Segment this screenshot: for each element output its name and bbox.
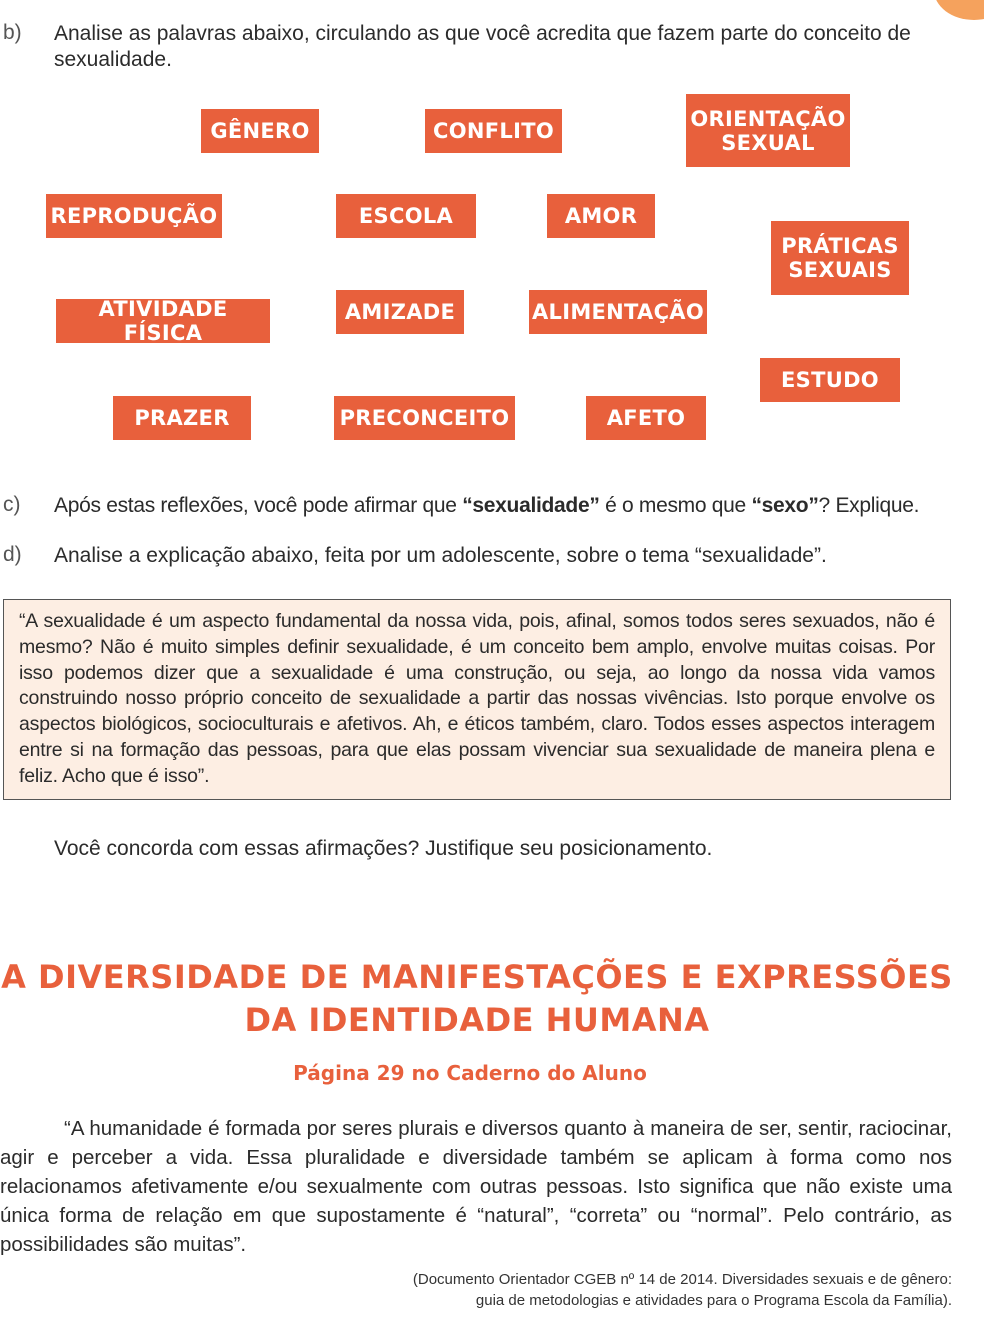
tag-reproducao[interactable]: REPRODUÇÃO (46, 194, 222, 238)
tag-preconceito[interactable]: PRECONCEITO (334, 396, 515, 440)
question-c-text: Após estas reflexões, você pode afirmar que “sexualidade” é o mesmo que “sexo”? Explique. (54, 494, 920, 517)
follow-up-question: Você concorda com essas afirmações? Justifique seu posicionamento. (54, 837, 713, 860)
section-title (0, 956, 954, 1042)
tag-atividade-fisica[interactable]: ATIVIDADE FÍSICA (56, 299, 270, 343)
adolescent-quote-box (3, 599, 951, 800)
citation-source (252, 1269, 952, 1311)
citation-paragraph: “A humanidade é formada por seres plurais e diversos quanto à maneira de ser, sentir, raciocinar, agir e perceber a vida. Essa pluralidade e diversidade também se aplicam à forma como nos relacionamos afetivamente e/ou sexualmente com outras pessoas. Isto significa que não existe uma única forma de relação em que supostamente é “natural”, “correta” ou “normal”. Pelo contrário, as possibilidades são muitas”. (0, 1117, 952, 1256)
page-reference: Página 29 no Caderno do Aluno (293, 1061, 647, 1085)
tag-prazer[interactable]: PRAZER (113, 396, 251, 440)
tag-escola[interactable]: ESCOLA (336, 194, 476, 238)
section-title-line1: A DIVERSIDADE DE MANIFESTAÇÕES E EXPRESSÕES (1, 958, 953, 996)
question-b-text: Analise as palavras abaixo, circulando as que você acredita que fazem parte do conceito de sexualidade. (54, 22, 911, 71)
tag-afeto[interactable]: AFETO (586, 396, 706, 440)
tag-conflito[interactable]: CONFLITO (425, 109, 562, 153)
tag-orientacao-sexual[interactable]: ORIENTAÇÃO SEXUAL (686, 94, 850, 167)
tag-amor[interactable]: AMOR (547, 194, 655, 238)
tag-genero[interactable]: GÊNERO (201, 109, 319, 153)
tag-amizade[interactable]: AMIZADE (336, 290, 464, 334)
source-line-1: (Documento Orientador CGEB nº 14 de 2014. Diversidades sexuais e de gênero: (412, 1271, 952, 1288)
corner-decoration (934, 0, 984, 20)
tag-estudo[interactable]: ESTUDO (760, 358, 900, 402)
question-c-letter: c) (3, 493, 21, 516)
source-line-2: guia de metodologias e atividades para o Programa Escola da Família). (475, 1292, 952, 1309)
tag-alimentacao[interactable]: ALIMENTAÇÃO (529, 290, 707, 334)
question-d-text: Analise a explicação abaixo, feita por um adolescente, sobre o tema “sexualidade”. (54, 544, 827, 567)
adolescent-quote: “A sexualidade é um aspecto fundamental da nossa vida, pois, afinal, somos todos seres sexuados, não é mesmo? Não é muito simples definir sexualidade, é um conceito bem amplo, envolve muitas coisas. Por isso podemos dizer que a sexualidade é uma construção, ou seja, ao longo da nossa vida vamos construindo nosso próprio conceito de sexualidade a partir das nossas vivências. Isto porque envolve os aspectos biológicos, socioculturais e afetivos. Ah, e éticos também, claro. Todos esses aspectos interagem entre si na formação das pessoas, para que elas possam vivenciar sua sexualidade de maneira plena e feliz. Acho que é isso”. (19, 610, 935, 787)
question-b-letter: b) (3, 21, 22, 44)
tag-praticas-sexuais[interactable]: PRÁTICAS SEXUAIS (771, 221, 909, 295)
section-title-line2: DA IDENTIDADE HUMANA (244, 1001, 710, 1039)
question-d-letter: d) (3, 543, 22, 566)
